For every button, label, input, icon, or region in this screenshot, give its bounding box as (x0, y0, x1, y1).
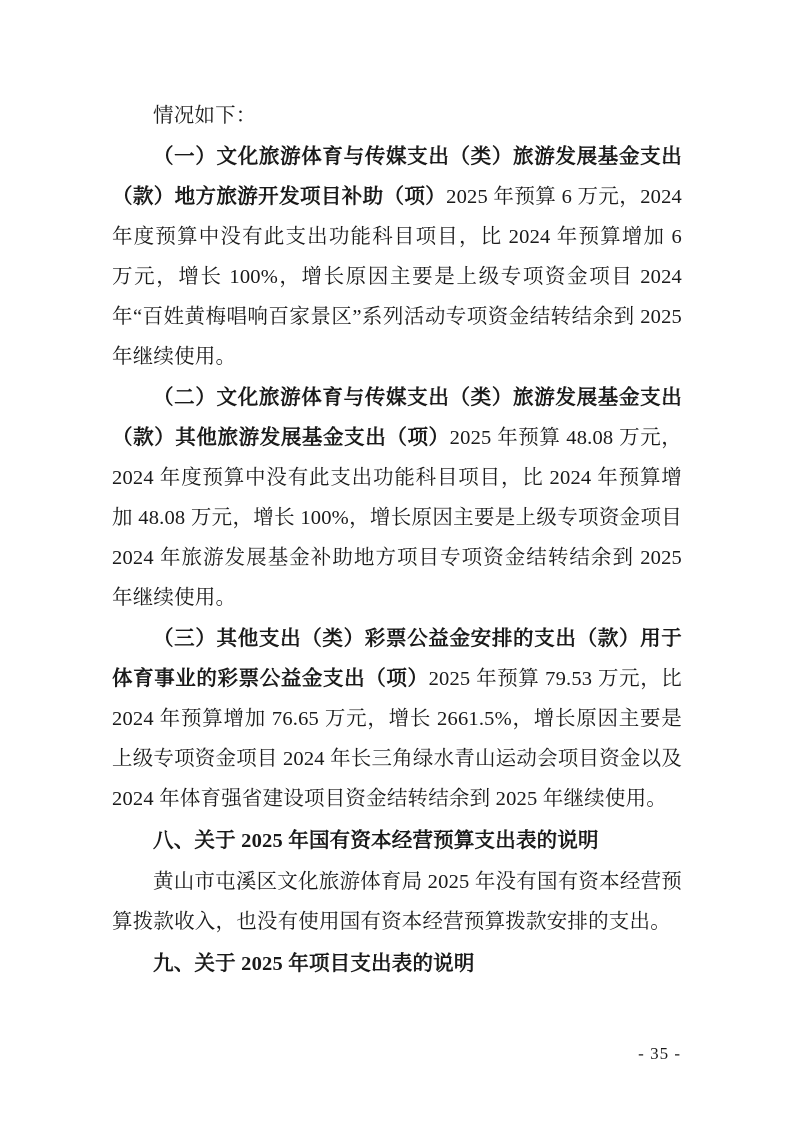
paragraph-item-2 (112, 378, 682, 618)
document-body (112, 96, 682, 984)
section-heading-9: 九、关于 2025 年项目支出表的说明 (153, 953, 475, 975)
paragraph-item-1-lead: （一）文化旅游体育与传媒支出（类）旅游发展基金支出（款）地方旅游开发项目补助（项） (112, 146, 682, 208)
paragraph-item-2-text: 2025 年预算 48.08 万元，2024 年度预算中没有此支出功能科目项目，比 2024 年预算增加 48.08 万元，增长 100%，增长原因主要是上级专项资金项目 2024 年旅游发展基金补助地方项目专项资金结转结余到 2025 年继续使用。 (112, 427, 683, 609)
paragraph-intro: 情况如下： (153, 105, 257, 127)
page-number: - 35 - (638, 1044, 681, 1063)
paragraph-item-3-text: 2025 年预算 79.53 万元，比 2024 年预算增加 76.65 万元，增长 2661.5%，增长原因主要是上级专项资金项目 2024 年长三角绿水青山运动会项目资金以及 2024 年体育强省建设项目资金结转结余到 2025 年继续使用。 (112, 668, 682, 810)
paragraph-item-1-text: 2025 年预算 6 万元，2024 年度预算中没有此支出功能科目项目，比 2024 年预算增加 6 万元，增长 100%，增长原因主要是上级专项资金项目 2024 年“百姓黄梅唱响百家景区”系列活动专项资金结转结余到 2025 年继续使用。 (112, 186, 682, 368)
paragraph-item-2-lead: （二）文化旅游体育与传媒支出（类）旅游发展基金支出（款）其他旅游发展基金支出（项） (112, 387, 682, 449)
section-heading-8: 八、关于 2025 年国有资本经营预算支出表的说明 (153, 830, 599, 852)
paragraph-item-3-lead: （三）其他支出（类）彩票公益金安排的支出（款）用于体育事业的彩票公益金支出（项） (112, 628, 682, 690)
paragraph-item-3 (112, 619, 682, 819)
paragraph-item-1 (112, 137, 682, 377)
paragraph-body-8: 黄山市屯溪区文化旅游体育局 2025 年没有国有资本经营预算拨款收入，也没有使用国有资本经营预算拨款安排的支出。 (112, 871, 682, 933)
